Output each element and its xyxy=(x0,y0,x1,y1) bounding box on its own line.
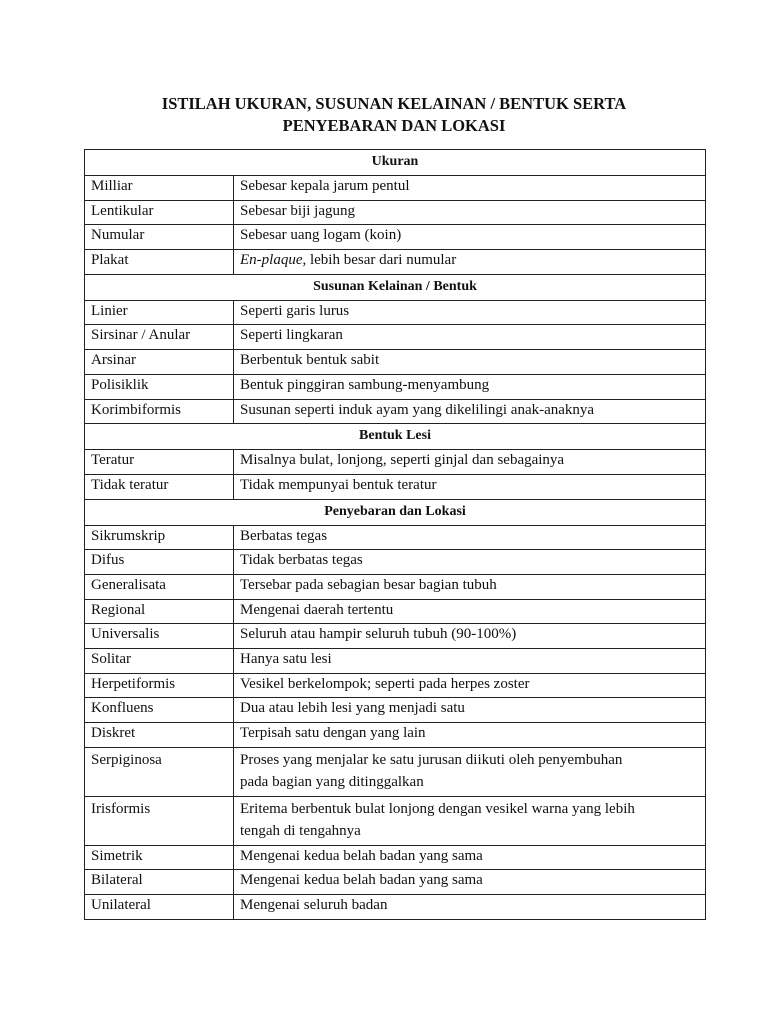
term-cell: Korimbiformis xyxy=(85,399,234,424)
definition-cell: Mengenai kedua belah badan yang sama xyxy=(234,870,706,895)
term-cell: Milliar xyxy=(85,176,234,201)
table-row xyxy=(85,374,706,399)
definition-text: , lebih besar dari numular xyxy=(302,252,457,269)
table-row xyxy=(85,845,706,870)
term-cell: Tidak teratur xyxy=(85,474,234,499)
table-row xyxy=(85,250,706,275)
table-row xyxy=(85,624,706,649)
definition-cell: Tidak mempunyai bentuk teratur xyxy=(234,474,706,499)
term-cell: Arsinar xyxy=(85,350,234,375)
term-cell: Herpetiformis xyxy=(85,673,234,698)
table-row xyxy=(85,525,706,550)
section-header-ukuran xyxy=(85,150,706,176)
definition-cell: Terpisah satu dengan yang lain xyxy=(234,723,706,748)
table-row xyxy=(85,399,706,424)
section-header-penyebaran xyxy=(85,499,706,525)
term-cell: Sirsinar / Anular xyxy=(85,325,234,350)
definition-cell: Seperti lingkaran xyxy=(234,325,706,350)
definition-cell: Tidak berbatas tegas xyxy=(234,550,706,575)
definition-cell: Tersebar pada sebagian besar bagian tubuh xyxy=(234,574,706,599)
definition-cell: Misalnya bulat, lonjong, seperti ginjal dan sebagainya xyxy=(234,450,706,475)
section-heading: Penyebaran dan Lokasi xyxy=(85,499,706,525)
table-row xyxy=(85,176,706,201)
definition-line: Proses yang menjalar ke satu jurusan diikuti oleh penyembuhan xyxy=(240,751,623,768)
document-title xyxy=(84,93,704,137)
definition-cell: Vesikel berkelompok; seperti pada herpes zoster xyxy=(234,673,706,698)
table-row xyxy=(85,599,706,624)
term-cell: Sikrumskrip xyxy=(85,525,234,550)
definition-line: Eritema berbentuk bulat lonjong dengan vesikel warna yang lebih xyxy=(240,800,635,817)
term-cell: Konfluens xyxy=(85,698,234,723)
title-line-2: PENYEBARAN DAN LOKASI xyxy=(282,116,506,135)
definition-cell: Berbentuk bentuk sabit xyxy=(234,350,706,375)
term-cell: Polisiklik xyxy=(85,374,234,399)
definition-line: tengah di tengahnya xyxy=(240,822,361,839)
section-heading: Ukuran xyxy=(85,150,706,176)
definition-cell: Berbatas tegas xyxy=(234,525,706,550)
definition-cell: Mengenai daerah tertentu xyxy=(234,599,706,624)
definition-cell xyxy=(234,796,706,845)
definition-cell: Mengenai kedua belah badan yang sama xyxy=(234,845,706,870)
definition-cell: Hanya satu lesi xyxy=(234,649,706,674)
table-row xyxy=(85,300,706,325)
table-row xyxy=(85,200,706,225)
definition-cell: Mengenai seluruh badan xyxy=(234,895,706,920)
terminology-table xyxy=(84,149,706,920)
table-row xyxy=(85,698,706,723)
table-row xyxy=(85,895,706,920)
definition-cell: Sebesar biji jagung xyxy=(234,200,706,225)
definition-cell: Dua atau lebih lesi yang menjadi satu xyxy=(234,698,706,723)
table-row xyxy=(85,649,706,674)
term-cell: Universalis xyxy=(85,624,234,649)
table-row xyxy=(85,747,706,796)
term-cell: Irisformis xyxy=(85,796,234,845)
definition-line: pada bagian yang ditinggalkan xyxy=(240,773,424,790)
table-row xyxy=(85,325,706,350)
table-row xyxy=(85,796,706,845)
term-cell: Lentikular xyxy=(85,200,234,225)
definition-cell: Seluruh atau hampir seluruh tubuh (90-100%) xyxy=(234,624,706,649)
section-heading: Susunan Kelainan / Bentuk xyxy=(85,274,706,300)
table-row xyxy=(85,350,706,375)
definition-cell: Seperti garis lurus xyxy=(234,300,706,325)
title-line-1: ISTILAH UKURAN, SUSUNAN KELAINAN / BENTUK SERTA xyxy=(161,94,627,113)
term-cell: Diskret xyxy=(85,723,234,748)
definition-cell: Bentuk pinggiran sambung-menyambung xyxy=(234,374,706,399)
definition-cell: Sebesar kepala jarum pentul xyxy=(234,176,706,201)
definition-italic: En-plaque xyxy=(240,252,303,269)
term-cell: Plakat xyxy=(85,250,234,275)
term-cell: Simetrik xyxy=(85,845,234,870)
term-cell: Generalisata xyxy=(85,574,234,599)
term-cell: Serpiginosa xyxy=(85,747,234,796)
term-cell: Numular xyxy=(85,225,234,250)
term-cell: Solitar xyxy=(85,649,234,674)
definition-cell: Sebesar uang logam (koin) xyxy=(234,225,706,250)
term-cell: Linier xyxy=(85,300,234,325)
section-heading: Bentuk Lesi xyxy=(85,424,706,450)
table-row xyxy=(85,673,706,698)
table-row xyxy=(85,550,706,575)
table-row xyxy=(85,450,706,475)
table-row xyxy=(85,225,706,250)
term-cell: Unilateral xyxy=(85,895,234,920)
section-header-susunan xyxy=(85,274,706,300)
term-cell: Regional xyxy=(85,599,234,624)
definition-cell xyxy=(234,250,706,275)
term-cell: Teratur xyxy=(85,450,234,475)
definition-cell xyxy=(234,747,706,796)
definition-cell: Susunan seperti induk ayam yang dikelilingi anak-anaknya xyxy=(234,399,706,424)
section-header-bentuk-lesi xyxy=(85,424,706,450)
table-row xyxy=(85,723,706,748)
table-row xyxy=(85,574,706,599)
term-cell: Bilateral xyxy=(85,870,234,895)
table-row xyxy=(85,870,706,895)
term-cell: Difus xyxy=(85,550,234,575)
table-row xyxy=(85,474,706,499)
